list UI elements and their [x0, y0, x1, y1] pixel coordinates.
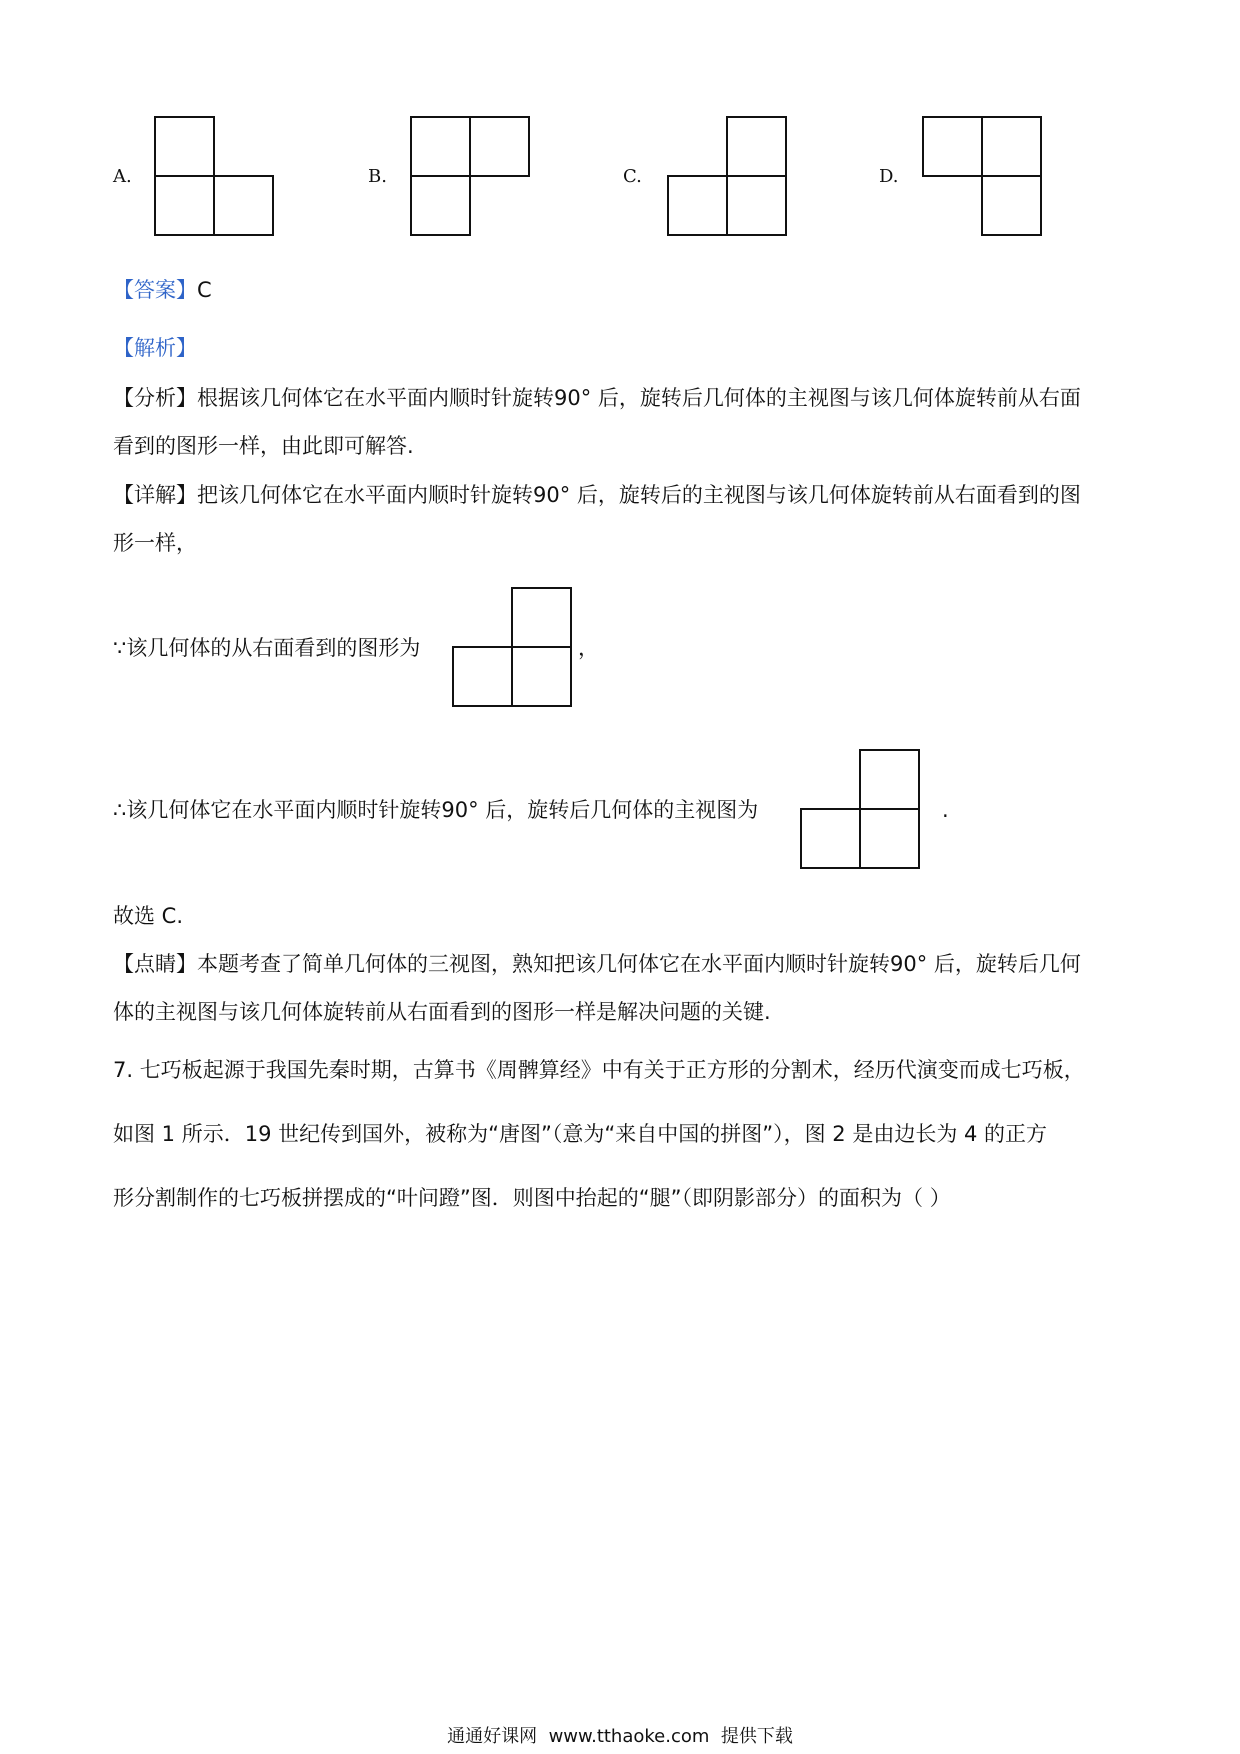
- option-d-square: [981, 175, 1042, 236]
- option-a-figure: [154, 116, 276, 236]
- dianjing-text-2: 体的主视图与该几何体旋转前从右面看到的图形一样是解决问题的关键.: [113, 1000, 771, 1024]
- right-view-square: [511, 646, 572, 707]
- right-view-square: [452, 646, 513, 707]
- option-c-square: [726, 116, 787, 177]
- fenxi-line-1: [113, 388, 1081, 409]
- option-d-square: [922, 116, 983, 177]
- fenxi-tag: 【分析】: [113, 386, 197, 410]
- option-b-square: [410, 175, 471, 236]
- option-b-square: [410, 116, 471, 177]
- option-b-figure: [410, 116, 532, 236]
- option-c-label: C.: [623, 166, 642, 187]
- option-c-figure: [667, 116, 789, 236]
- answer-value: C: [197, 278, 212, 302]
- right-view-square: [511, 587, 572, 648]
- rotated-front-view-figure: [800, 749, 922, 869]
- because-text: ∵该几何体的从右面看到的图形为: [113, 636, 421, 660]
- fenxi-text-2: 看到的图形一样，由此即可解答.: [113, 434, 414, 458]
- option-b-square: [469, 116, 530, 177]
- fenxi-text-1: 根据该几何体它在水平面内顺时针旋转90° 后，旋转后几何体的主视图与该几何体旋转前从右面: [197, 386, 1081, 410]
- question7-line-3: 形分割制作的七巧板拼摆成的“叶问蹬”图．则图中抬起的“腿”（即阴影部分）的面积为（ ）: [113, 1186, 951, 1210]
- therefore-text: ∴该几何体它在水平面内顺时针旋转90° 后，旋转后几何体的主视图为: [113, 798, 759, 822]
- xiangjie-text-2: 形一样，: [113, 531, 197, 555]
- right-view-figure: [452, 587, 574, 707]
- option-a-label: A.: [113, 166, 132, 187]
- option-d-figure: [922, 116, 1044, 236]
- page-footer: 通通好课网 www.tthaoke.com 提供下载: [447, 1726, 793, 1747]
- answer-line: [113, 280, 212, 301]
- option-a-square: [154, 175, 215, 236]
- option-d-square: [981, 116, 1042, 177]
- option-b-label: B.: [368, 166, 387, 187]
- option-c-square: [667, 175, 728, 236]
- dianjing-text-1: 本题考查了简单几何体的三视图，熟知把该几何体它在水平面内顺时针旋转90° 后，旋转后几何: [197, 952, 1081, 976]
- option-d-label: D.: [879, 166, 899, 187]
- rotated-view-square: [800, 808, 861, 869]
- question7-line-1: 7. 七巧板起源于我国先秦时期，古算书《周髀算经》中有关于正方形的分割术，经历代演变而成七巧板，: [113, 1058, 1085, 1082]
- dianjing-line-1: [113, 954, 1081, 975]
- dianjing-tag: 【点睛】: [113, 952, 197, 976]
- question7-line-2: 如图 1 所示．19 世纪传到国外，被称为“唐图”（意为“来自中国的拼图”），图 2 是由边长为 4 的正方: [113, 1122, 1048, 1146]
- rotated-view-square: [859, 749, 920, 810]
- option-a-square: [154, 116, 215, 177]
- xiangjie-line-1: [113, 485, 1081, 506]
- analysis-header: 【解析】: [113, 336, 197, 360]
- option-c-square: [726, 175, 787, 236]
- therefore-end: .: [942, 798, 949, 822]
- xiangjie-tag: 【详解】: [113, 483, 197, 507]
- because-end: ，: [578, 636, 599, 660]
- answer-tag: 【答案】: [113, 278, 197, 302]
- option-a-square: [213, 175, 274, 236]
- rotated-view-square: [859, 808, 920, 869]
- xiangjie-text-1: 把该几何体它在水平面内顺时针旋转90° 后，旋转后的主视图与该几何体旋转前从右面看到的图: [197, 483, 1081, 507]
- conclusion-text: 故选 C.: [113, 904, 184, 928]
